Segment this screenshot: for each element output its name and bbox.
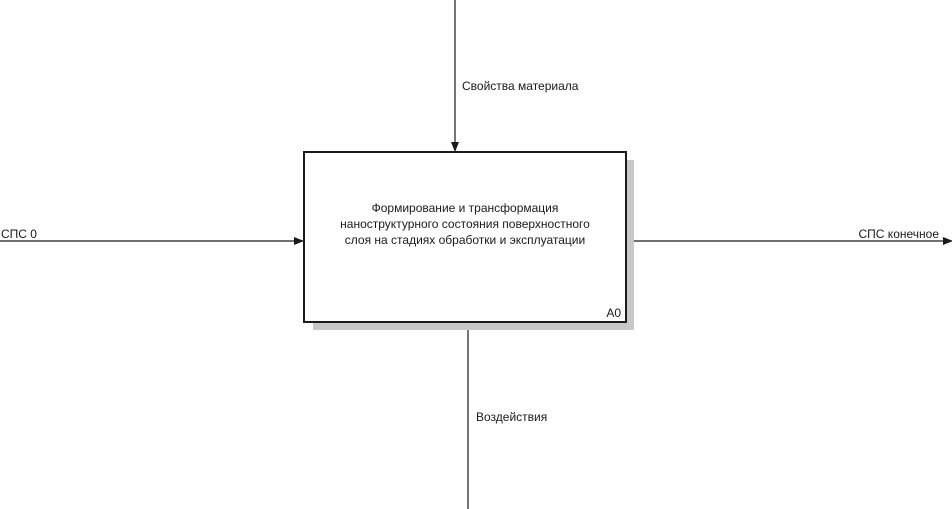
function-box <box>303 151 627 323</box>
function-title: Формирование и трансформация наноструктурного состояния поверхностного слоя на стадиях обработки и эксплуатации <box>340 201 590 247</box>
output-label: СПС конечное <box>858 227 939 241</box>
mechanism-label: Воздействия <box>476 410 548 424</box>
input-label: СПС 0 <box>1 227 37 241</box>
function-number: A0 <box>606 306 621 320</box>
control-label: Свойства материала <box>462 79 579 93</box>
